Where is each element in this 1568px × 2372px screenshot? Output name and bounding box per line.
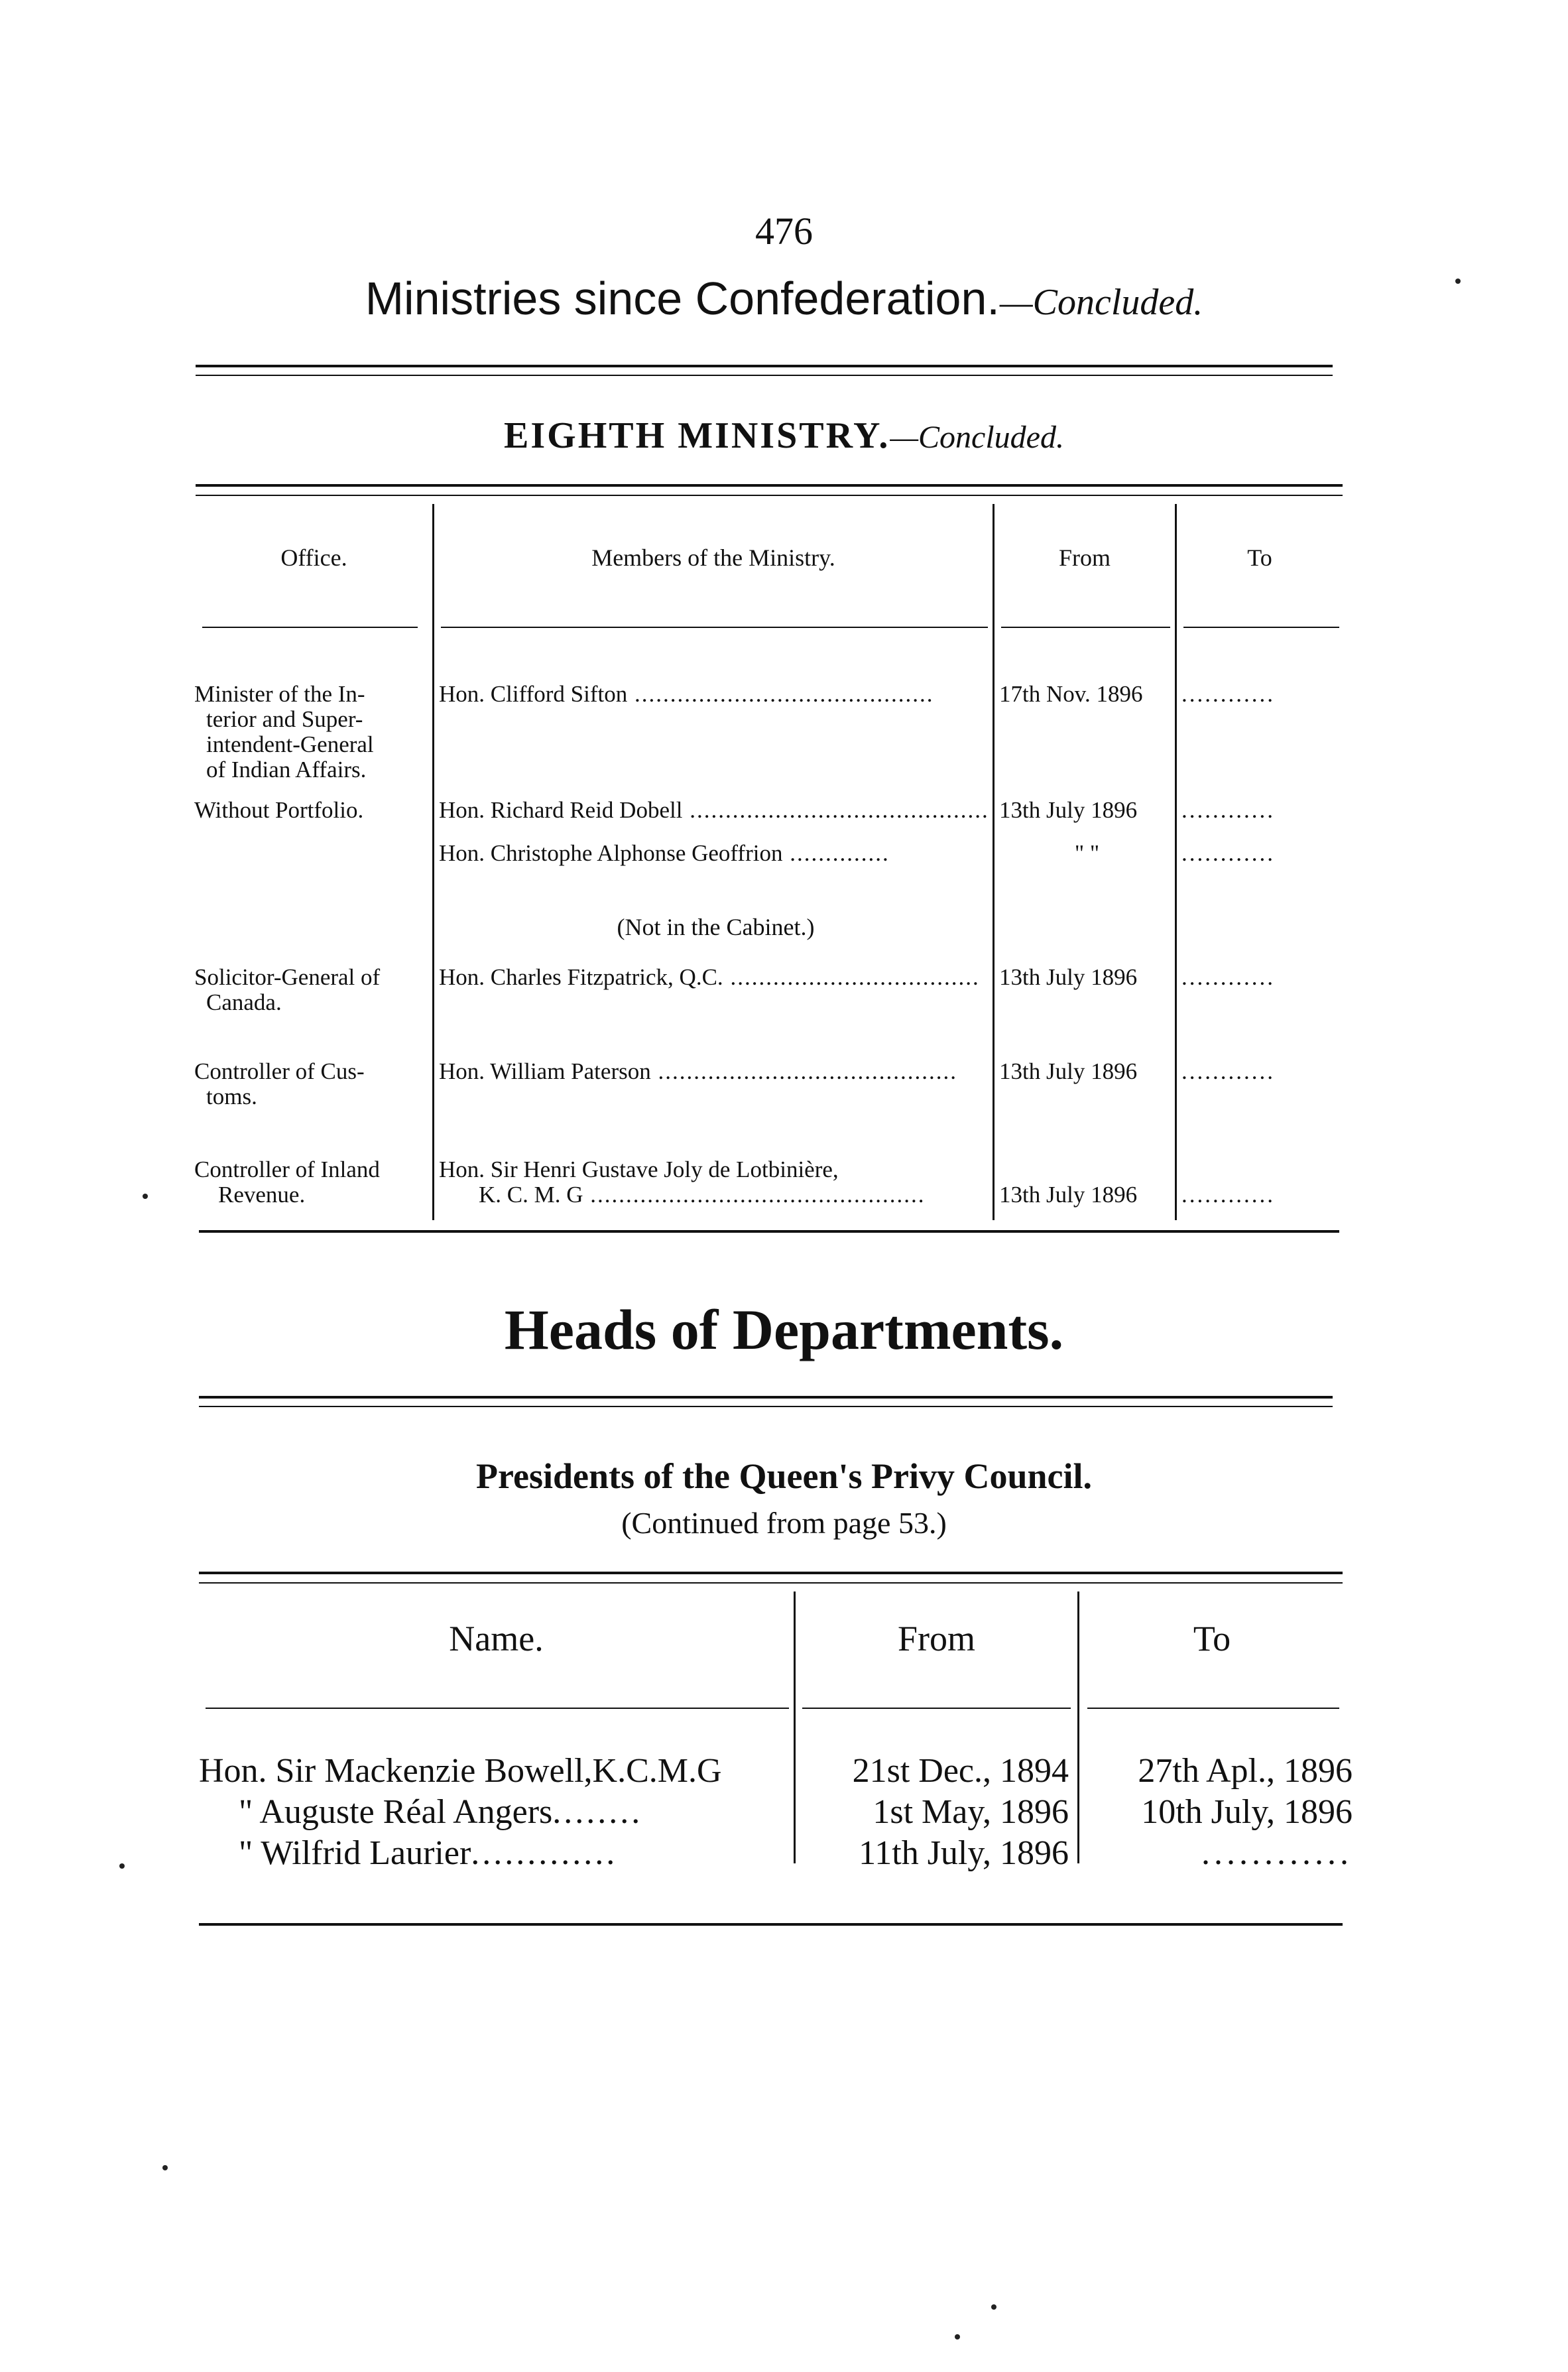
page-title-suffix: —Concluded. bbox=[999, 282, 1203, 323]
to-date: ............ bbox=[1181, 1182, 1275, 1208]
member-line: Hon. Sir Henri Gustave Joly de Lotbinière, bbox=[439, 1157, 839, 1182]
office-line: Revenue. bbox=[218, 1182, 306, 1208]
office-controller-inland-revenue bbox=[194, 1157, 433, 1208]
president-from: 1st May, 1896 bbox=[873, 1793, 1069, 1831]
presidents-header-underline-3 bbox=[1087, 1708, 1339, 1709]
office-solicitor-general bbox=[194, 965, 433, 1015]
scan-speck bbox=[119, 1863, 125, 1869]
office-line: intendent-General bbox=[206, 731, 374, 757]
office-line: Solicitor-General of bbox=[194, 964, 381, 990]
presidents-header-underline-2 bbox=[802, 1708, 1071, 1709]
to-date: ............ bbox=[1181, 964, 1275, 990]
member-line bbox=[439, 1182, 993, 1208]
member-line-text: K. C. M. G bbox=[479, 1182, 583, 1208]
president-name bbox=[199, 1833, 796, 1874]
col-members-header: Members of the Ministry. bbox=[591, 544, 835, 571]
page-title-text: Ministries since Confederation. bbox=[365, 273, 1000, 324]
ministry-table-top-rule bbox=[196, 484, 1343, 487]
ministry-table-top-rule-2 bbox=[196, 495, 1343, 496]
col-from-header: From bbox=[1058, 544, 1111, 571]
presidents-header-underline-1 bbox=[206, 1708, 789, 1709]
member-name-text: Hon. William Paterson bbox=[439, 1059, 651, 1084]
leader-dots: ................................... bbox=[723, 965, 980, 990]
not-in-cabinet-note: (Not in the Cabinet.) bbox=[617, 914, 815, 940]
ministry-header-underline-3 bbox=[1001, 627, 1170, 628]
page-number: 476 bbox=[755, 210, 813, 253]
from-date: 13th July 1896 bbox=[999, 1058, 1138, 1084]
ministry-header-underline-4 bbox=[1183, 627, 1339, 628]
member-name-text: Hon. Christophe Alphonse Geoffrion bbox=[439, 841, 783, 866]
office-line: Controller of Inland bbox=[194, 1156, 380, 1182]
member-name bbox=[439, 682, 993, 707]
office-controller-customs bbox=[194, 1059, 433, 1109]
leader-dots: .......................................... bbox=[682, 798, 989, 823]
president-to: 27th Apl., 1896 bbox=[1138, 1752, 1353, 1790]
scan-speck bbox=[1455, 279, 1461, 284]
president-to: 10th July, 1896 bbox=[1141, 1793, 1353, 1831]
ministry-heading-suffix: —Concluded. bbox=[890, 420, 1064, 455]
leader-dots: ............. bbox=[471, 1834, 618, 1872]
ministry-col-divider-3 bbox=[1175, 504, 1177, 1220]
from-date: 17th Nov. 1896 bbox=[999, 681, 1143, 707]
member-name-text: Hon. Charles Fitzpatrick, Q.C. bbox=[439, 965, 723, 990]
leader-dots: .............. bbox=[782, 841, 890, 866]
ministry-heading bbox=[0, 414, 1568, 457]
office-without-portfolio bbox=[194, 798, 433, 823]
double-rule-top-2 bbox=[196, 375, 1333, 376]
president-to: ............ bbox=[1201, 1834, 1353, 1872]
presidents-subtitle: (Continued from page 53.) bbox=[621, 1506, 947, 1540]
scan-speck bbox=[143, 1194, 148, 1199]
president-from: 11th July, 1896 bbox=[859, 1834, 1069, 1872]
member-name-text: Hon. Richard Reid Dobell bbox=[439, 798, 683, 823]
president-name-text: " Auguste Réal Angers bbox=[239, 1793, 553, 1831]
president-name: Hon. Sir Mackenzie Bowell,K.C.M.G bbox=[199, 1752, 722, 1790]
office-line: Canada. bbox=[206, 989, 282, 1015]
ministry-header-underline-2 bbox=[441, 627, 988, 628]
ministry-col-divider-1 bbox=[432, 504, 434, 1220]
leader-dots: .......................................... bbox=[650, 1059, 957, 1084]
leader-dots: .......................................... bbox=[627, 682, 934, 707]
member-name bbox=[439, 1059, 993, 1084]
member-name bbox=[439, 1157, 993, 1208]
heads-double-rule-2 bbox=[199, 1406, 1333, 1407]
from-date: 13th July 1896 bbox=[999, 1182, 1138, 1208]
col-from-header: From bbox=[897, 1619, 976, 1658]
page-title bbox=[0, 272, 1568, 325]
office-line: Without Portfolio. bbox=[194, 797, 364, 823]
scan-speck bbox=[162, 2165, 168, 2170]
leader-dots: ............................................... bbox=[583, 1182, 926, 1208]
ministry-table-bottom-rule bbox=[199, 1230, 1339, 1233]
office-line: toms. bbox=[206, 1084, 257, 1109]
to-date: ............ bbox=[1181, 797, 1275, 823]
member-name bbox=[439, 798, 993, 823]
ministry-heading-text: EIGHTH MINISTRY. bbox=[504, 415, 890, 456]
ministry-col-divider-2 bbox=[993, 504, 995, 1220]
heads-double-rule bbox=[199, 1396, 1333, 1399]
heads-of-departments-title: Heads of Departments. bbox=[504, 1298, 1064, 1361]
from-date: 13th July 1896 bbox=[999, 964, 1138, 990]
col-to-header: To bbox=[1193, 1619, 1231, 1658]
presidents-table-top-rule-2 bbox=[199, 1582, 1343, 1584]
col-name-header: Name. bbox=[449, 1619, 544, 1658]
office-interior bbox=[194, 682, 433, 782]
to-date: ............ bbox=[1181, 681, 1275, 707]
office-line: Controller of Cus- bbox=[194, 1058, 365, 1084]
col-office-header: Office. bbox=[280, 544, 347, 571]
double-rule-top bbox=[196, 365, 1333, 367]
office-line: of Indian Affairs. bbox=[206, 757, 367, 782]
to-date: ............ bbox=[1181, 1058, 1275, 1084]
presidents-title: Presidents of the Queen's Privy Council. bbox=[476, 1456, 1092, 1496]
leader-dots: ........ bbox=[552, 1793, 643, 1831]
scan-speck bbox=[955, 2334, 960, 2340]
member-name bbox=[439, 841, 993, 866]
office-line: terior and Super- bbox=[206, 706, 363, 732]
president-from: 21st Dec., 1894 bbox=[852, 1752, 1069, 1790]
member-name-text: Hon. Clifford Sifton bbox=[439, 682, 628, 707]
col-to-header: To bbox=[1247, 544, 1272, 571]
from-date: 13th July 1896 bbox=[999, 797, 1138, 823]
ministry-header-underline-1 bbox=[202, 627, 418, 628]
presidents-table-bottom-rule bbox=[199, 1923, 1343, 1926]
member-name bbox=[439, 965, 993, 990]
president-name bbox=[199, 1792, 796, 1833]
to-date: ............ bbox=[1181, 840, 1275, 866]
from-date-ditto: " " bbox=[1074, 840, 1100, 866]
office-line: Minister of the In- bbox=[194, 681, 365, 707]
president-name-text: " Wilfrid Laurier bbox=[239, 1834, 471, 1872]
scan-speck bbox=[991, 2304, 996, 2310]
presidents-table-top-rule bbox=[199, 1572, 1343, 1574]
